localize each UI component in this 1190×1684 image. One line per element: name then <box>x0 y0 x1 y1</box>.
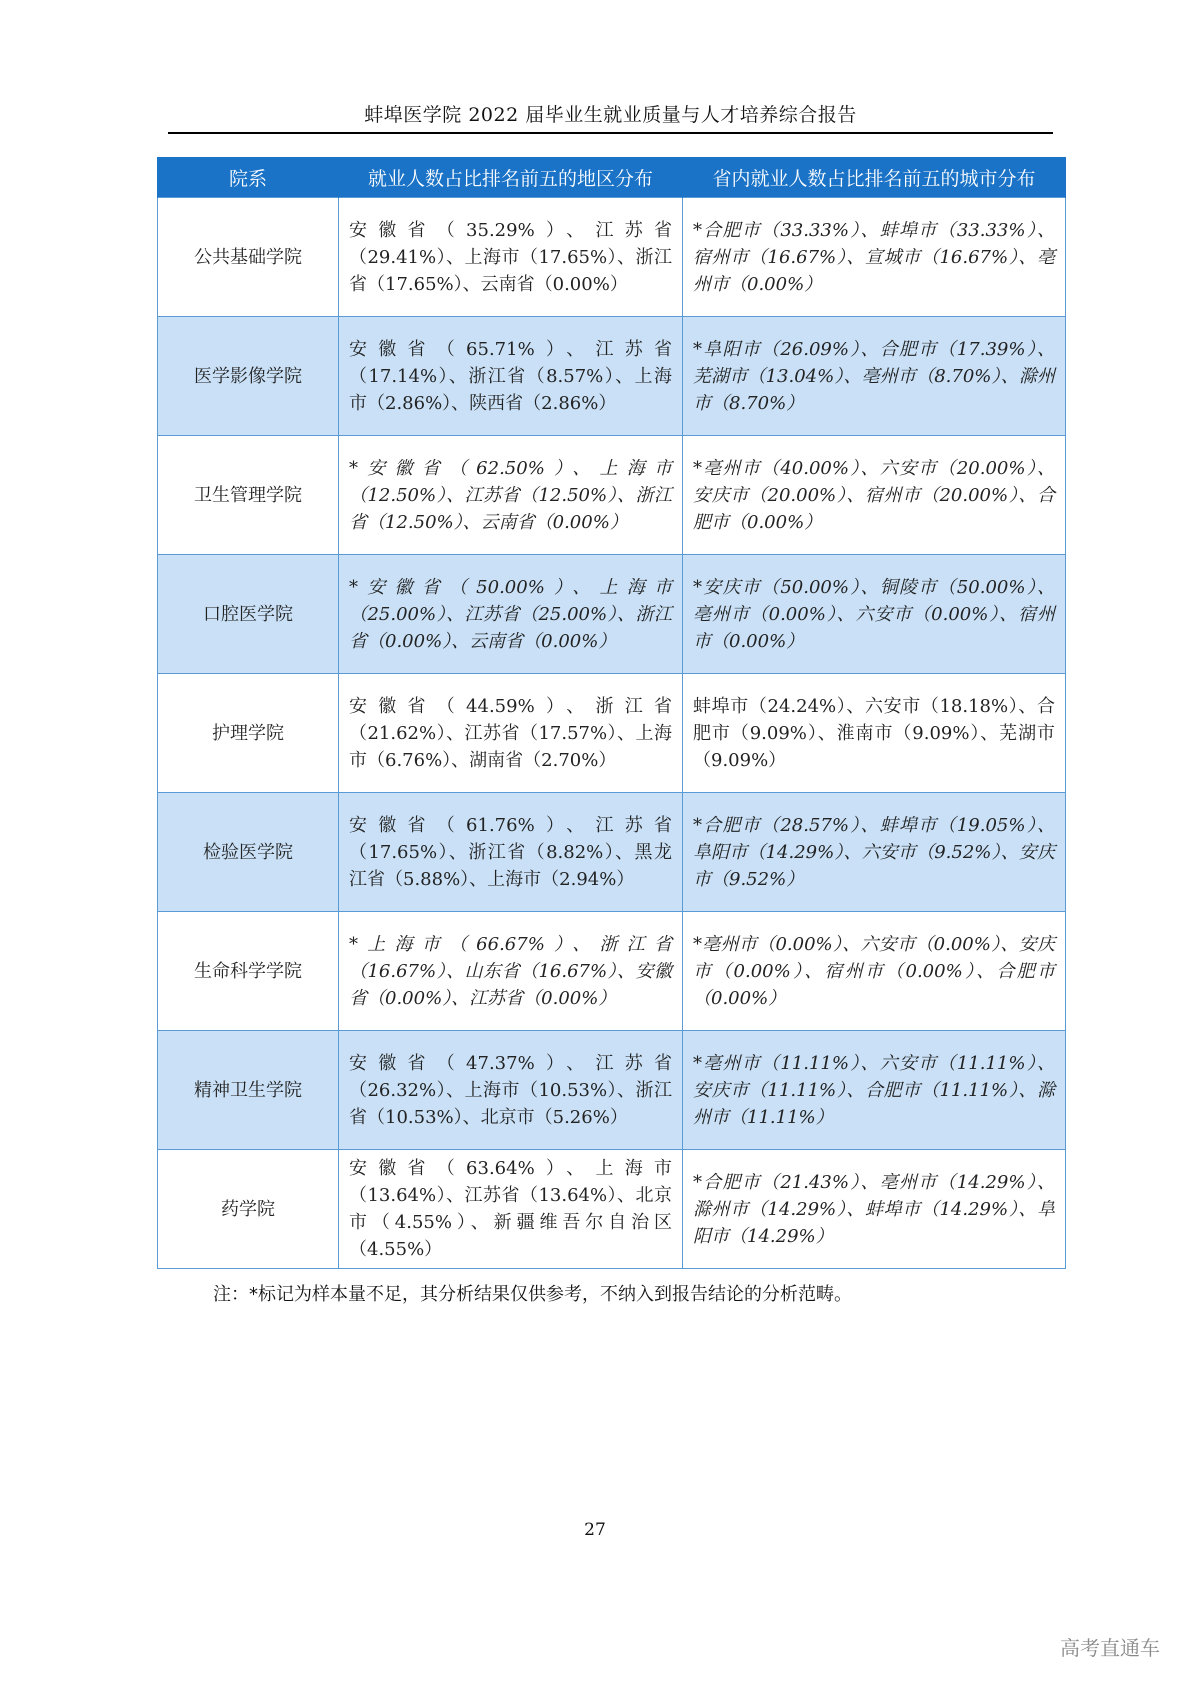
region-cell: *上海市（66.67%）、浙江省（16.67%）、山东省（16.67%）、安徽省（0.00%）、江苏省（0.00%） <box>339 912 683 1031</box>
city-cell: *亳州市（11.11%）、六安市（11.11%）、安庆市（11.11%）、合肥市（11.11%）、滁州市（11.11%） <box>683 1031 1066 1150</box>
region-cell: *安徽省（50.00%）、上海市（25.00%）、江苏省（25.00%）、浙江省（0.00%）、云南省（0.00%） <box>339 555 683 674</box>
table-footnote: 注：*标记为样本量不足，其分析结果仅供参考，不纳入到报告结论的分析范畴。 <box>213 1284 852 1305</box>
city-cell: *合肥市（33.33%）、蚌埠市（33.33%）、宿州市（16.67%）、宣城市（16.67%）、亳州市（0.00%） <box>683 198 1066 317</box>
dept-cell: 药学院 <box>158 1150 339 1269</box>
dept-cell: 医学影像学院 <box>158 317 339 436</box>
page-header-title: 蚌埠医学院 2022 届毕业生就业质量与人才培养综合报告 <box>364 104 857 126</box>
table-row <box>158 674 1066 793</box>
watermark: 高考直通车 <box>1060 1636 1160 1660</box>
table-header-row <box>158 157 1066 198</box>
city-cell: *安庆市（50.00%）、铜陵市（50.00%）、亳州市（0.00%）、六安市（0.00%）、宿州市（0.00%） <box>683 555 1066 674</box>
page-number: 27 <box>584 1520 606 1540</box>
dept-cell: 公共基础学院 <box>158 198 339 317</box>
table-row <box>158 555 1066 674</box>
dept-cell: 生命科学学院 <box>158 912 339 1031</box>
city-cell: *阜阳市（26.09%）、合肥市（17.39%）、芜湖市（13.04%）、亳州市（8.70%）、滁州市（8.70%） <box>683 317 1066 436</box>
city-cell: *合肥市（28.57%）、蚌埠市（19.05%）、阜阳市（14.29%）、六安市（9.52%）、安庆市（9.52%） <box>683 793 1066 912</box>
employment-distribution-table <box>157 157 1066 1269</box>
dept-cell: 卫生管理学院 <box>158 436 339 555</box>
city-cell: 蚌埠市（24.24%）、六安市（18.18%）、合肥市（9.09%）、淮南市（9.09%）、芜湖市（9.09%） <box>683 674 1066 793</box>
table-row <box>158 793 1066 912</box>
table-row <box>158 1031 1066 1150</box>
column-header-dept: 院系 <box>158 157 339 198</box>
region-cell: 安徽省（61.76%）、江苏省（17.65%）、浙江省（8.82%）、黑龙江省（5.88%）、上海市（2.94%） <box>339 793 683 912</box>
table-row <box>158 198 1066 317</box>
city-cell: *亳州市（0.00%）、六安市（0.00%）、安庆市（0.00%）、宿州市（0.00%）、合肥市（0.00%） <box>683 912 1066 1031</box>
region-cell: *安徽省（62.50%）、上海市（12.50%）、江苏省（12.50%）、浙江省（12.50%）、云南省（0.00%） <box>339 436 683 555</box>
region-cell: 安徽省（35.29%）、江苏省（29.41%）、上海市（17.65%）、浙江省（17.65%）、云南省（0.00%） <box>339 198 683 317</box>
region-cell: 安徽省（44.59%）、浙江省（21.62%）、江苏省（17.57%）、上海市（6.76%）、湖南省（2.70%） <box>339 674 683 793</box>
region-cell: 安徽省（65.71%）、江苏省（17.14%）、浙江省（8.57%）、上海市（2.86%）、陕西省（2.86%） <box>339 317 683 436</box>
column-header-city: 省内就业人数占比排名前五的城市分布 <box>683 157 1066 198</box>
dept-cell: 检验医学院 <box>158 793 339 912</box>
dept-cell: 口腔医学院 <box>158 555 339 674</box>
dept-cell: 精神卫生学院 <box>158 1031 339 1150</box>
table-row <box>158 912 1066 1031</box>
table-row <box>158 317 1066 436</box>
city-cell: *亳州市（40.00%）、六安市（20.00%）、安庆市（20.00%）、宿州市（20.00%）、合肥市（0.00%） <box>683 436 1066 555</box>
table-row <box>158 436 1066 555</box>
dept-cell: 护理学院 <box>158 674 339 793</box>
table-row <box>158 1150 1066 1269</box>
region-cell: 安徽省（63.64%）、上海市（13.64%）、江苏省（13.64%）、北京市（4.55%）、新疆维吾尔自治区（4.55%） <box>339 1150 683 1269</box>
city-cell: *合肥市（21.43%）、亳州市（14.29%）、滁州市（14.29%）、蚌埠市（14.29%）、阜阳市（14.29%） <box>683 1150 1066 1269</box>
header-rule <box>168 132 1053 134</box>
column-header-region: 就业人数占比排名前五的地区分布 <box>339 157 683 198</box>
region-cell: 安徽省（47.37%）、江苏省（26.32%）、上海市（10.53%）、浙江省（10.53%）、北京市（5.26%） <box>339 1031 683 1150</box>
